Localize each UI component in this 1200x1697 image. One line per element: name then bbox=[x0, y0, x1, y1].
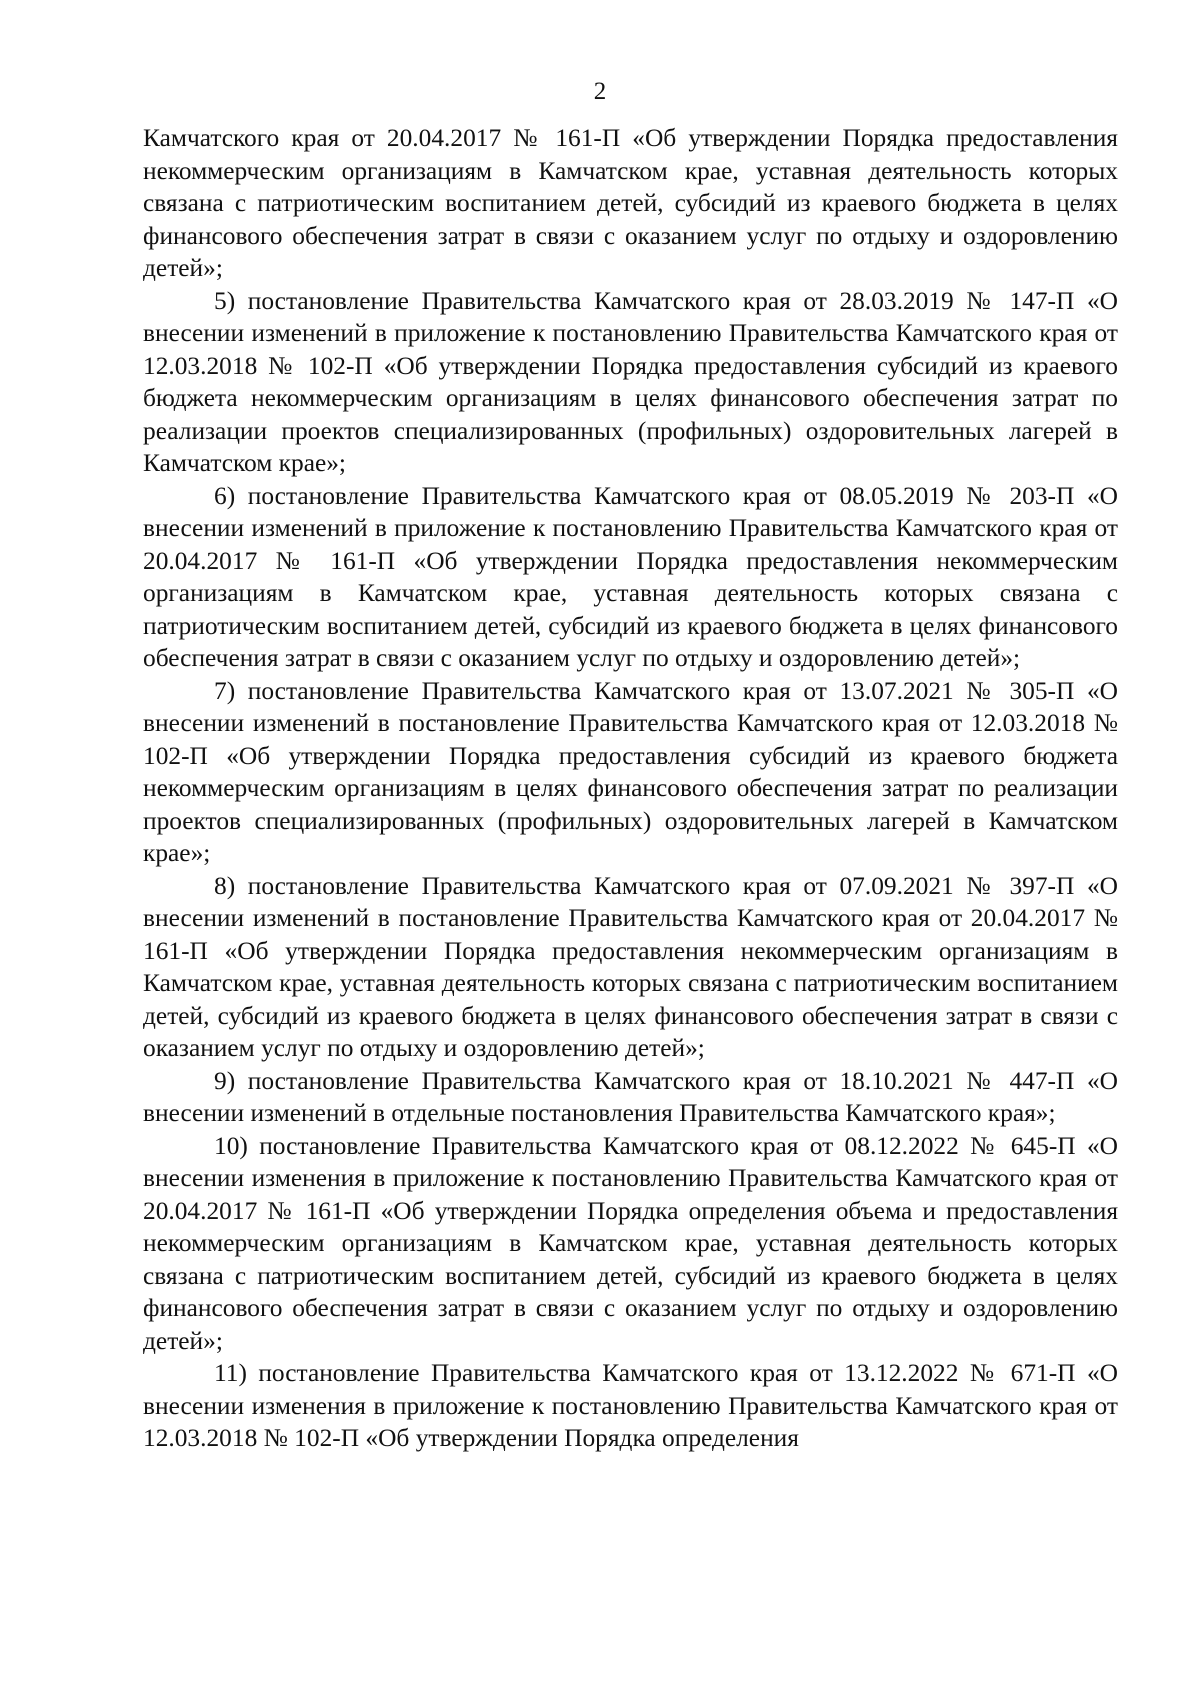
list-item-9: 9) постановление Правительства Камчатского края от 18.10.2021 № 447-П «О внесении изменений в отдельные постановления Правительства Камчатского края»; bbox=[143, 1066, 1118, 1127]
list-item-10: 10) постановление Правительства Камчатского края от 08.12.2022 № 645-П «О внесении изменения в приложение к постановлению Правительства Камчатского края от 20.04.2017 № 161-П «Об утверждении Порядка определения объема и предоставления некоммерческим организациям в Камчатском крае, уставная деятельность которых связана с патриотическим воспитанием детей, субсидий из краевого бюджета в целях финансового обеспечения затрат в связи с оказанием услуг по отдыху и оздоровлению детей»; bbox=[143, 1131, 1118, 1355]
list-item-11: 11) постановление Правительства Камчатского края от 13.12.2022 № 671-П «О внесении изменения в приложение к постановлению Правительства Камчатского края от 12.03.2018 № 102-П «Об утверждении Порядка определения bbox=[143, 1359, 1118, 1452]
list-item-8: 8) постановление Правительства Камчатского края от 07.09.2021 № 397-П «О внесении изменений в постановление Правительства Камчатского края от 20.04.2017 № 161-П «Об утверждении Порядка предоставления некоммерческим организациям в Камчатском крае, уставная деятельность которых связана с патриотическим воспитанием детей, субсидий из краевого бюджета в целях финансового обеспечения затрат в связи с оказанием услуг по отдыху и оздоровлению детей»; bbox=[143, 871, 1118, 1062]
list-item-5: 5) постановление Правительства Камчатского края от 28.03.2019 № 147-П «О внесении изменений в приложение к постановлению Правительства Камчатского края от 12.03.2018 № 102-П «Об утверждении Порядка предоставления субсидий из краевого бюджета некоммерческим организациям в целях финансового обеспечения затрат по реализации проектов специализированных (профильных) оздоровительных лагерей в Камчатском крае»; bbox=[143, 286, 1118, 477]
document-body bbox=[143, 122, 1118, 1455]
page-number: 2 bbox=[593, 78, 607, 105]
list-item-6: 6) постановление Правительства Камчатского края от 08.05.2019 № 203-П «О внесении изменений в приложение к постановлению Правительства Камчатского края от 20.04.2017 № 161-П «Об утверждении Порядка предоставления некоммерческим организациям в Камчатском крае, уставная деятельность которых связана с патриотическим воспитанием детей, субсидий из краевого бюджета в целях финансового обеспечения затрат в связи с оказанием услуг по отдыху и оздоровлению детей»; bbox=[143, 481, 1118, 672]
paragraph-continuation: Камчатского края от 20.04.2017 № 161-П «Об утверждении Порядка предоставления некоммерческим организациям в Камчатском крае, уставная деятельность которых связана с патриотическим воспитанием детей, субсидий из краевого бюджета в целях финансового обеспечения затрат в связи с оказанием услуг по отдыху и оздоровлению детей»; bbox=[143, 124, 1118, 282]
list-item-7: 7) постановление Правительства Камчатского края от 13.07.2021 № 305-П «О внесении изменений в постановление Правительства Камчатского края от 12.03.2018 № 102-П «Об утверждении Порядка предоставления субсидий из краевого бюджета некоммерческим организациям в целях финансового обеспечения затрат по реализации проектов специализированных (профильных) оздоровительных лагерей в Камчатском крае»; bbox=[143, 676, 1118, 867]
